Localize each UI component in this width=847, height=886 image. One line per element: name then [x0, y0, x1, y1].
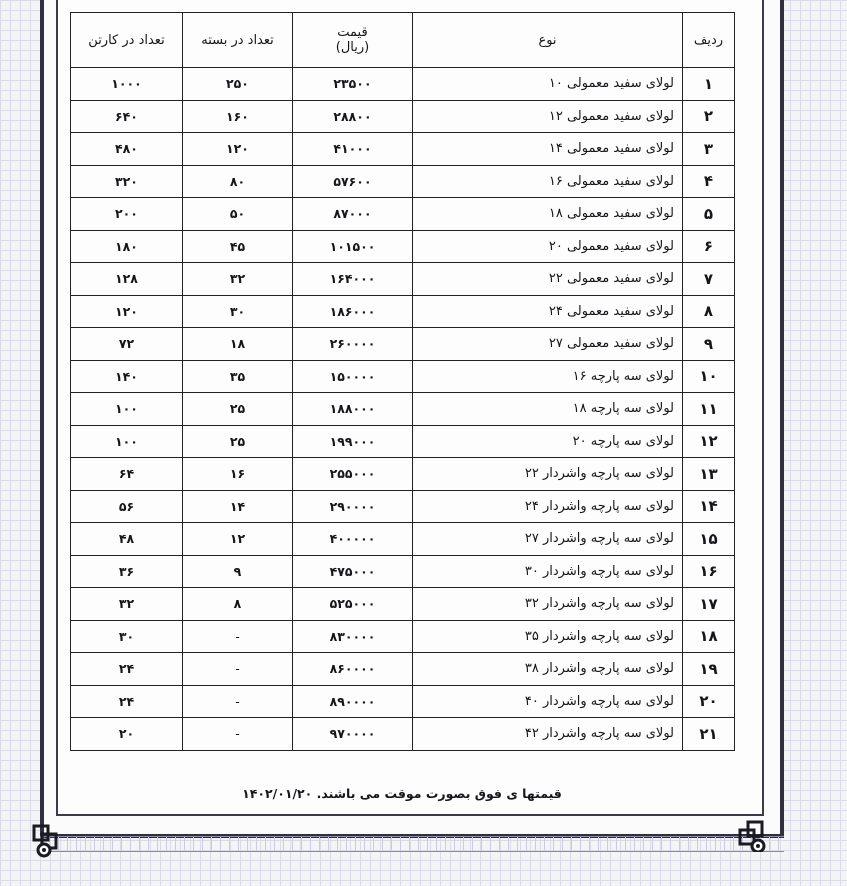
cell-type: لولای سفید معمولی ۲۲: [413, 263, 683, 296]
cell-row-number: ۱۳: [683, 458, 735, 491]
cell-type: لولای سه پارچه ۱۸: [413, 393, 683, 426]
header-price-label: قیمت: [337, 25, 368, 40]
cell-per-carton: ۱۲۸: [71, 263, 183, 296]
cell-type: لولای سه پارچه واشردار ۲۲: [413, 458, 683, 491]
cell-price: ۸۳۰۰۰۰: [293, 620, 413, 653]
cell-row-number: ۱۵: [683, 523, 735, 556]
cell-per-carton: ۵۶: [71, 490, 183, 523]
cell-row-number: ۹: [683, 328, 735, 361]
cell-type: لولای سه پارچه واشردار ۲۴: [413, 490, 683, 523]
cell-type: لولای سفید معمولی ۱۶: [413, 165, 683, 198]
cell-per-carton: ۴۸: [71, 523, 183, 556]
table-row: [71, 360, 735, 393]
cell-per-pack: ۱۸: [183, 328, 293, 361]
cell-price: ۹۷۰۰۰۰: [293, 718, 413, 751]
header-row-number: ردیف: [683, 13, 735, 68]
cell-row-number: ۱۴: [683, 490, 735, 523]
cell-type: لولای سفید معمولی ۲۷: [413, 328, 683, 361]
table-row: [71, 295, 735, 328]
cell-per-carton: ۱۰۰۰: [71, 68, 183, 101]
table-row: [71, 100, 735, 133]
cell-per-carton: ۲۴: [71, 653, 183, 686]
cell-per-pack: ۱۲۰: [183, 133, 293, 166]
cell-per-pack: ۱۶: [183, 458, 293, 491]
cell-per-pack: ۸: [183, 588, 293, 621]
cell-per-carton: ۳۲: [71, 588, 183, 621]
cell-row-number: ۱۸: [683, 620, 735, 653]
cell-type: لولای سه پارچه واشردار ۳۲: [413, 588, 683, 621]
cell-per-pack: ۳۰: [183, 295, 293, 328]
cell-type: لولای سفید معمولی ۱۴: [413, 133, 683, 166]
cell-row-number: ۱۱: [683, 393, 735, 426]
cell-per-pack: ۱۲: [183, 523, 293, 556]
cell-price: ۵۲۵۰۰۰: [293, 588, 413, 621]
cell-row-number: ۵: [683, 198, 735, 231]
cell-per-pack: -: [183, 685, 293, 718]
cell-row-number: ۱۹: [683, 653, 735, 686]
cell-per-pack: ۳۲: [183, 263, 293, 296]
table-row: [71, 490, 735, 523]
cell-type: لولای سه پارچه واشردار ۳۸: [413, 653, 683, 686]
cell-per-carton: ۱۰۰: [71, 393, 183, 426]
cell-per-carton: ۲۰: [71, 718, 183, 751]
table-row: [71, 425, 735, 458]
cell-price: ۱۹۹۰۰۰: [293, 425, 413, 458]
cell-per-pack: -: [183, 718, 293, 751]
cell-per-pack: ۸۰: [183, 165, 293, 198]
cell-price: ۱۶۴۰۰۰: [293, 263, 413, 296]
cell-price: ۱۵۰۰۰۰: [293, 360, 413, 393]
cell-per-carton: ۳۰: [71, 620, 183, 653]
table-row: [71, 393, 735, 426]
header-per-pack: تعداد در بسته: [183, 13, 293, 68]
cell-price: ۱۸۶۰۰۰: [293, 295, 413, 328]
cell-row-number: ۲: [683, 100, 735, 133]
cell-per-pack: ۵۰: [183, 198, 293, 231]
price-table: [70, 12, 735, 751]
table-row: [71, 523, 735, 556]
cell-per-pack: ۴۵: [183, 230, 293, 263]
cell-type: لولای سفید معمولی ۱۲: [413, 100, 683, 133]
cell-per-carton: ۳۶: [71, 555, 183, 588]
header-per-carton: تعداد در کارتن: [71, 13, 183, 68]
cell-row-number: ۱: [683, 68, 735, 101]
cell-type: لولای سه پارچه ۱۶: [413, 360, 683, 393]
corner-ornament-right-icon: [732, 818, 766, 852]
cell-row-number: ۷: [683, 263, 735, 296]
table-row: [71, 685, 735, 718]
table-row: [71, 133, 735, 166]
cell-type: لولای سه پارچه واشردار ۳۰: [413, 555, 683, 588]
footer-note: قیمتها ی فوق بصورت موقت می باشند. ۱۴۰۲/۰۱/۲۰: [242, 786, 562, 801]
cell-per-carton: ۴۸۰: [71, 133, 183, 166]
cell-per-pack: ۲۵: [183, 393, 293, 426]
cell-row-number: ۱۷: [683, 588, 735, 621]
table-row: [71, 230, 735, 263]
cell-type: لولای سه پارچه واشردار ۲۷: [413, 523, 683, 556]
cell-row-number: ۸: [683, 295, 735, 328]
cell-type: لولای سفید معمولی ۲۰: [413, 230, 683, 263]
table-row: [71, 165, 735, 198]
cell-per-pack: ۱۴: [183, 490, 293, 523]
cell-row-number: ۶: [683, 230, 735, 263]
cell-per-carton: ۷۲: [71, 328, 183, 361]
table-header-row: [71, 13, 735, 68]
cell-row-number: ۳: [683, 133, 735, 166]
table-row: [71, 718, 735, 751]
price-table-container: [70, 12, 734, 751]
cell-per-carton: ۳۲۰: [71, 165, 183, 198]
cell-per-pack: -: [183, 620, 293, 653]
cell-per-carton: ۱۸۰: [71, 230, 183, 263]
cell-type: لولای سفید معمولی ۲۴: [413, 295, 683, 328]
cell-type: لولای سه پارچه واشردار ۳۵: [413, 620, 683, 653]
cell-price: ۱۰۱۵۰۰: [293, 230, 413, 263]
cell-per-pack: -: [183, 653, 293, 686]
corner-ornament-left-icon: [32, 824, 66, 858]
cell-type: لولای سه پارچه ۲۰: [413, 425, 683, 458]
cell-price: ۲۸۸۰۰: [293, 100, 413, 133]
cell-row-number: ۴: [683, 165, 735, 198]
cell-per-pack: ۱۶۰: [183, 100, 293, 133]
cell-price: ۲۹۰۰۰۰: [293, 490, 413, 523]
cell-row-number: ۲۰: [683, 685, 735, 718]
table-row: [71, 620, 735, 653]
cell-price: ۴۰۰۰۰۰: [293, 523, 413, 556]
cell-per-carton: ۱۰۰: [71, 425, 183, 458]
cell-per-carton: ۱۴۰: [71, 360, 183, 393]
cell-price: ۸۹۰۰۰۰: [293, 685, 413, 718]
cell-row-number: ۱۰: [683, 360, 735, 393]
cell-row-number: ۱۲: [683, 425, 735, 458]
cell-per-carton: ۶۴۰: [71, 100, 183, 133]
cell-price: ۲۳۵۰۰: [293, 68, 413, 101]
table-row: [71, 458, 735, 491]
cell-per-pack: ۲۵۰: [183, 68, 293, 101]
table-row: [71, 588, 735, 621]
table-row: [71, 198, 735, 231]
header-type: نوع: [413, 13, 683, 68]
cell-per-carton: ۲۴: [71, 685, 183, 718]
bottom-border-band: [40, 836, 784, 852]
cell-type: لولای سه پارچه واشردار ۴۲: [413, 718, 683, 751]
table-row: [71, 653, 735, 686]
table-row: [71, 555, 735, 588]
cell-type: لولای سه پارچه واشردار ۴۰: [413, 685, 683, 718]
cell-per-carton: ۱۲۰: [71, 295, 183, 328]
cell-row-number: ۲۱: [683, 718, 735, 751]
cell-per-pack: ۳۵: [183, 360, 293, 393]
table-row: [71, 263, 735, 296]
cell-type: لولای سفید معمولی ۱۰: [413, 68, 683, 101]
cell-price: ۱۸۸۰۰۰: [293, 393, 413, 426]
cell-type: لولای سفید معمولی ۱۸: [413, 198, 683, 231]
cell-price: ۸۶۰۰۰۰: [293, 653, 413, 686]
cell-per-carton: ۲۰۰: [71, 198, 183, 231]
cell-per-pack: ۲۵: [183, 425, 293, 458]
table-row: [71, 68, 735, 101]
cell-price: ۵۷۶۰۰: [293, 165, 413, 198]
table-row: [71, 328, 735, 361]
header-price-unit: (ریال): [335, 40, 370, 55]
cell-price: ۴۷۵۰۰۰: [293, 555, 413, 588]
cell-row-number: ۱۶: [683, 555, 735, 588]
cell-price: ۸۷۰۰۰: [293, 198, 413, 231]
table-body: [71, 68, 735, 751]
cell-price: ۲۵۵۰۰۰: [293, 458, 413, 491]
cell-per-pack: ۹: [183, 555, 293, 588]
cell-price: ۲۶۰۰۰۰: [293, 328, 413, 361]
cell-price: ۴۱۰۰۰: [293, 133, 413, 166]
cell-per-carton: ۶۴: [71, 458, 183, 491]
header-price: [293, 13, 413, 68]
